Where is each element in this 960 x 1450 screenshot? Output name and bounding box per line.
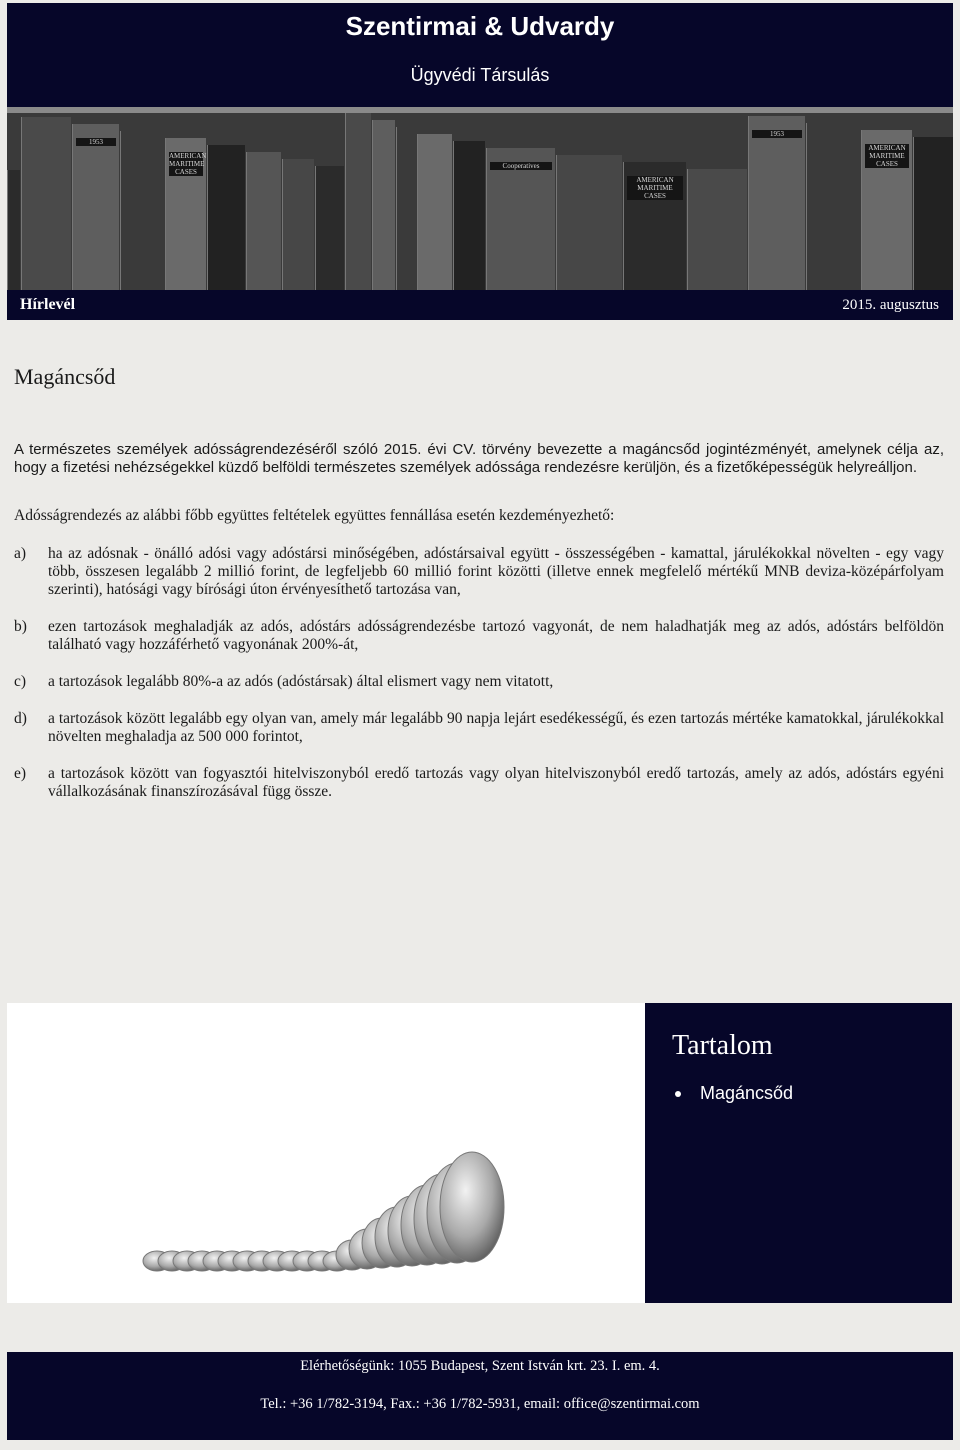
issue-date: 2015. augusztus	[842, 297, 939, 313]
footer	[7, 1352, 953, 1440]
book-spine	[396, 127, 416, 290]
condition-item	[14, 765, 944, 801]
condition-marker: a)	[14, 545, 27, 562]
book-spine	[417, 134, 452, 290]
book-spine	[556, 155, 622, 290]
condition-marker: d)	[14, 710, 27, 727]
firm-name: Szentirmai & Udvardy	[345, 11, 615, 41]
condition-marker: c)	[14, 673, 27, 690]
condition-text: a tartozások legalább 80%-a az adós (adóstársak) által elismert vagy nem vitatott,	[48, 673, 554, 690]
book-label: 1953	[76, 138, 116, 146]
book-spine	[21, 117, 71, 290]
article-title: Magáncsőd	[14, 364, 116, 389]
footer-address: Elérhetőségünk: 1055 Budapest, Szent István krt. 23. I. em. 4.	[300, 1358, 660, 1374]
coin	[440, 1152, 504, 1262]
toc-item-label: Magáncsőd	[700, 1083, 794, 1103]
condition-marker: b)	[14, 618, 27, 635]
shelf-edge	[7, 107, 953, 113]
bookshelf-photo	[7, 107, 953, 290]
condition-item	[14, 710, 944, 746]
book-spine	[120, 131, 164, 290]
book-label: AMERICAN MARITIME CASES	[627, 176, 683, 200]
book-spine	[165, 138, 206, 290]
article-body	[14, 441, 944, 820]
condition-item	[14, 545, 944, 599]
book-spine	[372, 120, 395, 290]
condition-text: a tartozások között legalább egy olyan van, amely már legalább 90 napja lejárt esedékességű, és ezen tartozás mértéke kamatokkal, járulékokkal növelten meghaladja az 500 000 forintot,	[48, 710, 944, 745]
book-spine	[453, 141, 485, 290]
footer-contacts: Tel.: +36 1/782-3194, Fax.: +36 1/782-5931, email: office@szentirmai.com	[260, 1396, 700, 1412]
toc-title: Tartalom	[672, 1030, 773, 1061]
book-spine	[806, 123, 860, 290]
condition-marker: e)	[14, 765, 27, 782]
conditions-list	[14, 545, 944, 801]
condition-item	[14, 618, 944, 654]
book-spine	[282, 159, 314, 290]
intro-paragraph: A természetes személyek adósságrendezéséről szóló 2015. évi CV. törvény bevezette a magáncsőd jogintézményét, amelynek célja az, hogy a fizetési nehézségekkel küzdő belföldi természetes személyek adóssága rendezésre kerüljön, és a fizetőképességük helyreálljon.	[14, 441, 944, 476]
coins-illustration	[7, 1003, 645, 1303]
bullet-icon	[675, 1091, 681, 1097]
condition-text: a tartozások között van fogyasztói hitelviszonyból eredő tartozás vagy olyan hitelviszonyból eredő tartozás, amely az adós, adóstárs egyéni vállalkozásának finanszírozásával függ össze.	[48, 765, 944, 800]
book-label: Cooperatives	[490, 162, 552, 170]
book-spine	[207, 145, 245, 290]
book-spine	[345, 113, 371, 290]
book-label: AMERICAN MARITIME CASES	[169, 152, 207, 176]
newsletter-label: Hírlevél	[20, 296, 76, 313]
book-spine	[7, 170, 20, 290]
book-spine	[861, 130, 912, 290]
book-spine	[486, 148, 555, 290]
toc-list	[672, 1083, 793, 1104]
book-spine	[913, 137, 953, 290]
masthead	[7, 3, 953, 107]
book-spine	[623, 162, 686, 290]
condition-text: ha az adósnak - önálló adósi vagy adóstársi minőségében, adóstársaival együtt - összességében - kamattal, járulékokkal növelten - egy vagy több, összesen legalább 2 millió forint, de legfeljebb 60 millió forint közötti (illetve ennek megfelelő mértékű MNB deviza-középárfolyam szerinti), hatósági vagy bírósági úton érvényesíthető tartozása van,	[48, 545, 944, 598]
book-spine	[72, 124, 119, 290]
coins-photo	[7, 1003, 645, 1303]
firm-subtitle: Ügyvédi Társulás	[410, 65, 550, 85]
book-spine	[687, 169, 747, 290]
book-spine	[748, 116, 805, 290]
toc-item[interactable]	[672, 1083, 793, 1104]
table-of-contents	[645, 1003, 952, 1303]
condition-text: ezen tartozások meghaladják az adós, adóstárs adósságrendezésbe tartozó vagyonát, de nem haladhatják meg az adós, adóstárs belföldön található vagy hozzáférhető vagyonának 200%-át,	[48, 618, 944, 653]
book-label: 1953	[752, 130, 802, 138]
conditions-intro: Adósságrendezés az alábbi főbb együttes feltételek együttes fennállása esetén kezdeményezhető:	[14, 507, 615, 524]
book-spine	[246, 152, 281, 290]
book-spine	[315, 166, 344, 290]
newsletter-bar	[7, 290, 953, 320]
book-label: AMERICAN MARITIME CASES	[865, 144, 909, 168]
condition-item	[14, 673, 944, 691]
